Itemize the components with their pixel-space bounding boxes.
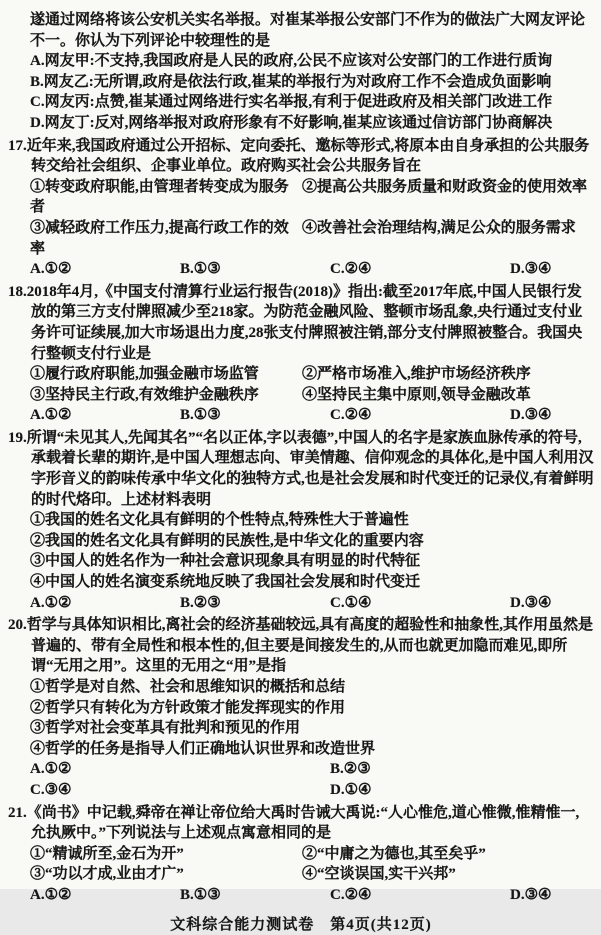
option-2: ②“中庸之为德也,其至矣乎” — [302, 845, 486, 862]
question-stem-continuation: 遂通过网络将该公安机关实名举报。对崔某举报公安部门不作为的做法广大网友评论不一。你认为下列评论中较理性的是 — [30, 12, 586, 49]
choice-c: C.①④ — [330, 594, 372, 611]
option-3: ③哲学对社会变革具有批判和预见的作用 — [30, 720, 301, 737]
choice-d: D.③④ — [510, 407, 552, 424]
choice-c: C.②④ — [330, 261, 372, 278]
question-text: 《尚书》中记载,舜帝在禅让帝位给大禹时告诫大禹说:“人心惟危,道心惟微,惟精惟一,允执厥中。”下列说法与上述观点寓意相同的是 — [26, 804, 580, 842]
option-4: ④“空谈误国,实干兴邦” — [302, 866, 456, 883]
question-stem — [8, 136, 594, 177]
choice-b: B.①③ — [180, 261, 221, 278]
option-1: ①转变政府职能,由管理者转变成为服务者 — [30, 178, 289, 216]
page-footer: 文科综合能力测试卷 第4页(共12页) — [170, 916, 432, 933]
choice-d: D.③④ — [510, 261, 552, 278]
choice-d: D.③④ — [510, 886, 552, 903]
choice-b: B.①③ — [180, 407, 221, 424]
question-text: 近年来,我国政府通过公开招标、定向委托、邀标等形式,将原本由自身承担的公共服务转交给社会组织、企事业单位。政府购买社会公共服务旨在 — [26, 137, 590, 175]
question-number: 21. — [8, 804, 27, 821]
numbered-options — [8, 510, 594, 592]
answer-choices — [8, 759, 594, 800]
choice-c: C.③④ — [30, 781, 72, 798]
question-text: 哲学与具体知识相比,离社会的经济基础较远,具有高度的超验性和抽象性,其作用虽然是普遍的、带有全局性和根本性的,但主要是间接发生的,从而也就更加隐而难见,即所谓“无用之用”。这里的无用之“用”是指 — [26, 617, 594, 675]
choice-d: D.③④ — [510, 594, 552, 611]
option-2: ②提高公共服务质量和财政资金的使用效率 — [302, 178, 588, 195]
option-2: ②严格市场准入,维护市场经济秩序 — [302, 366, 531, 383]
choice-a: A.①② — [30, 886, 72, 903]
numbered-options — [8, 677, 594, 759]
option-2: ②哲学只有转化为方针政策才能发挥现实的作用 — [30, 699, 346, 716]
question-number: 17. — [8, 137, 27, 154]
option-2: ②我国的姓名文化具有鲜明的民族性,是中华文化的重要内容 — [30, 532, 424, 549]
option-4: ④改善社会治理结构,满足公众的服务需求 — [302, 219, 576, 236]
choice-b: B.②③ — [180, 594, 221, 611]
option-3: ③中国人的姓名作为一种社会意识现象具有明显的时代特征 — [30, 553, 421, 570]
question-17 — [8, 136, 594, 280]
choice-d: D.网友丁:反对,网络举报对政府形象有不好影响,崔某应该通过信访部门协商解决 — [30, 114, 553, 131]
option-1: ①哲学是对自然、社会和思维知识的概括和总结 — [30, 679, 346, 695]
option-4: ④坚持民主集中原则,领导金融改革 — [302, 386, 531, 403]
option-1: ①“精诚所至,金石为开” — [30, 845, 184, 862]
question-number: 20. — [8, 617, 27, 634]
choice-a: A.网友甲:不支持,我国政府是人民的政府,公民不应该对公安部门的工作进行质询 — [30, 53, 553, 70]
choice-c: C.②④ — [330, 886, 372, 903]
choice-b: B.②③ — [330, 761, 371, 778]
option-4: ④中国人的姓名演变系统地反映了我国社会发展和时代变迁 — [30, 574, 421, 591]
question-stem — [8, 428, 594, 510]
answer-choices — [8, 593, 594, 614]
choice-b: B.①③ — [180, 886, 221, 903]
answer-choices — [8, 885, 594, 906]
choice-a: A.①② — [30, 594, 72, 611]
question-number: 19. — [8, 429, 27, 446]
choice-c: C.网友丙:点赞,崔某通过网络进行实名举报,有利于促进政府及相关部门改进工作 — [30, 94, 553, 111]
choice-b: B.网友乙:无所谓,政府是依法行政,崔某的举报行为对政府工作不会造成负面影响 — [30, 73, 552, 90]
question-text: 所谓“未见其人,先闻其名”“名以正体,字以表德”,中国人的名字是家族血脉传承的符号,承载着长辈的期许,是中国人理想志向、审美情趣、信仰观念的具体化,是中国人利用汉字形音义的韵味传承中华文化的独特方式,也是社会发展和时代变迁的记录仪,有着鲜明的时代烙印。上述材料表明 — [26, 429, 594, 508]
question-stem — [8, 803, 594, 844]
question-18 — [8, 282, 594, 426]
choice-d: D.①④ — [330, 781, 372, 798]
numbered-options — [8, 844, 594, 885]
question-16-continuation — [8, 10, 594, 134]
numbered-options — [8, 177, 594, 259]
choice-a: A.①② — [30, 407, 72, 424]
option-3: ③“功以才成,业由才广” — [30, 866, 184, 883]
option-1: ①我国的姓名文化具有鲜明的个性特点,特殊性大于普遍性 — [30, 512, 409, 529]
question-text: 2018年4月,《中国支付清算行业运行报告(2018)》指出:截至2017年底,中国人民银行发放的第三方支付牌照减少至218家。为防范金融风险、整顿市场乱象,央行通过支付业务许可证续展,加大市场退出力度,28张支付牌照被注销,部分支付牌照被整合。我国央行整顿支付行业是 — [26, 283, 583, 362]
question-21 — [8, 803, 594, 906]
choice-c: C.②④ — [330, 407, 372, 424]
question-number: 18. — [8, 283, 27, 300]
choice-a: A.①② — [30, 261, 72, 278]
option-4: ④哲学的任务是指导人们正确地认识世界和改造世界 — [30, 740, 376, 757]
question-stem — [8, 615, 594, 677]
choice-a: A.①② — [30, 761, 72, 778]
answer-choices — [8, 259, 594, 280]
answer-choices — [8, 405, 594, 426]
question-stem — [8, 282, 594, 364]
option-3: ③减轻政府工作压力,提高行政工作的效率 — [30, 219, 289, 257]
option-3: ③坚持民主行政,有效维护金融秩序 — [30, 386, 259, 403]
question-19 — [8, 428, 594, 613]
numbered-options — [8, 364, 594, 405]
question-20 — [8, 615, 594, 800]
option-1: ①履行政府职能,加强金融市场监管 — [30, 366, 259, 383]
